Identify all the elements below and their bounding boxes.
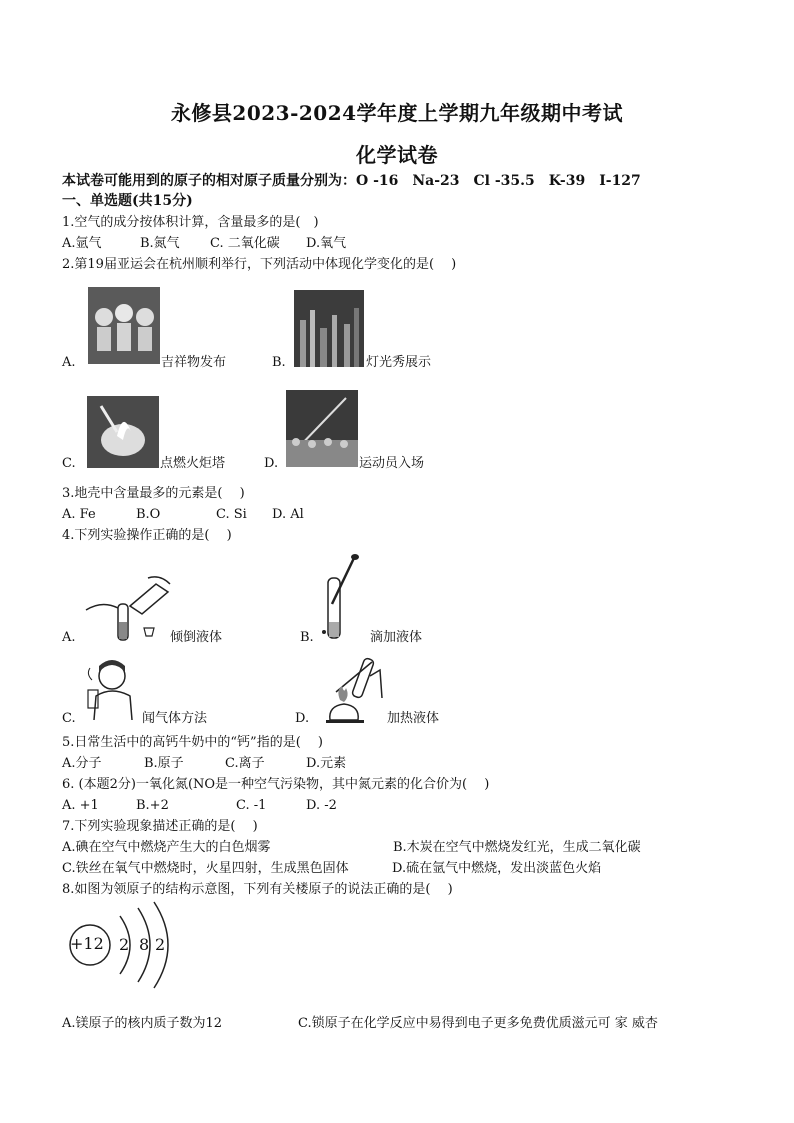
q4-option-a-label: 倾倒液体 [170, 630, 223, 645]
shell-2-electrons: 8 [139, 935, 150, 954]
mascot-release-image [88, 287, 160, 364]
shell-3-electrons: 2 [155, 935, 166, 954]
q3-option-b[interactable]: B.O [136, 507, 161, 522]
torch-lighting-image [87, 396, 159, 468]
light-show-image [294, 290, 364, 367]
q2-option-b-label: 灯光秀展示 [366, 355, 432, 370]
q4-option-b-label: 滴加液体 [370, 630, 423, 645]
q6-option-b[interactable]: B.+2 [136, 798, 169, 813]
exam-title: 永修县2023-2024学年度上学期九年级期中考试 [170, 101, 624, 125]
q8-option-a[interactable]: A.镁原子的核内质子数为12 [62, 1016, 223, 1031]
q4-option-d-letter[interactable]: D. [295, 711, 310, 726]
q4-option-a-letter[interactable]: A. [62, 630, 76, 645]
shell-1-electrons: 2 [119, 935, 130, 954]
q2-option-d-letter[interactable]: D. [264, 456, 279, 471]
q8-option-c[interactable]: C.锁原子在化学反应中易得到电子更多免费优质滋元可 家 威杏 [298, 1016, 658, 1031]
q4-option-d-label: 加热液体 [387, 711, 440, 726]
q5-option-a[interactable]: A.分子 [62, 756, 102, 771]
q6-option-a[interactable]: A. +1 [62, 798, 99, 813]
athletes-entrance-image [286, 390, 358, 467]
q4-option-c-letter[interactable]: C. [62, 711, 76, 726]
question-1-stem: 1.空气的成分按体积计算，含量最多的是( ) [62, 215, 319, 230]
q2-option-c-label: 点燃火炬塔 [160, 456, 226, 471]
q4-option-b-letter[interactable]: B. [300, 630, 314, 645]
q6-option-d[interactable]: D. -2 [306, 798, 337, 813]
q6-option-c[interactable]: C. -1 [236, 798, 267, 813]
heating-liquid-drawing [318, 650, 386, 725]
question-6-stem: 6. (本题2分)一氧化氮(NO是一种空气污染物，其中氮元素的化合价为( ) [62, 777, 490, 792]
exam-subtitle: 化学试卷 [356, 143, 438, 167]
q7-option-c[interactable]: C.铁丝在氧气中燃烧时，火星四射，生成黑色固体 [62, 861, 349, 876]
q4-option-c-label: 闻气体方法 [142, 711, 208, 726]
question-3-stem: 3.地壳中含量最多的元素是( ) [62, 486, 245, 501]
nucleus-charge: +12 [70, 934, 104, 953]
q3-option-d[interactable]: D. Al [272, 507, 304, 522]
q2-option-a-letter[interactable]: A. [62, 355, 76, 370]
question-2-stem: 2.第19届亚运会在杭州顺利举行，下列活动中体现化学变化的是( ) [62, 257, 457, 272]
q5-option-d[interactable]: D.元素 [306, 756, 347, 771]
q1-option-d[interactable]: D.氧气 [306, 236, 347, 251]
q1-option-a[interactable]: A.氩气 [62, 236, 102, 251]
q5-option-c[interactable]: C.离子 [225, 756, 265, 771]
smelling-gas-drawing [82, 656, 144, 722]
dropping-liquid-drawing [318, 552, 368, 642]
q7-option-d[interactable]: D.硫在氩气中燃烧，发出淡蓝色火焰 [392, 861, 602, 876]
q5-option-b[interactable]: B.原子 [144, 756, 184, 771]
q2-option-c-letter[interactable]: C. [62, 456, 76, 471]
atomic-masses-note: 本试卷可能用到的原子的相对原子质量分别为：O -16 Na-23 Cl -35.5 K-39 I-127 [62, 173, 641, 189]
q7-option-b[interactable]: B.木炭在空气中燃烧发红光，生成二氧化碳 [393, 840, 641, 855]
q2-option-b-letter[interactable]: B. [272, 355, 286, 370]
q3-option-a[interactable]: A. Fe [62, 507, 96, 522]
q1-option-c[interactable]: C. 二氧化碳 [210, 236, 280, 251]
question-7-stem: 7.下列实验现象描述正确的是( ) [62, 819, 258, 834]
question-5-stem: 5.日常生活中的高钙牛奶中的“钙”指的是( ) [62, 735, 323, 750]
question-4-stem: 4.下列实验操作正确的是( ) [62, 528, 232, 543]
q2-option-a-label: 吉祥物发布 [161, 355, 227, 370]
question-8-stem: 8.如图为领原子的结构示意图，下列有关楼原子的说法正确的是( ) [62, 882, 453, 897]
pouring-liquid-drawing [82, 570, 174, 642]
q7-option-a[interactable]: A.碘在空气中燃烧产生大的白色烟雾 [62, 840, 271, 855]
q3-option-c[interactable]: C. Si [216, 507, 247, 522]
q1-option-b[interactable]: B.氮气 [140, 236, 180, 251]
q2-option-d-label: 运动员入场 [359, 456, 425, 471]
section-title: 一、单选题(共15分) [62, 193, 193, 209]
